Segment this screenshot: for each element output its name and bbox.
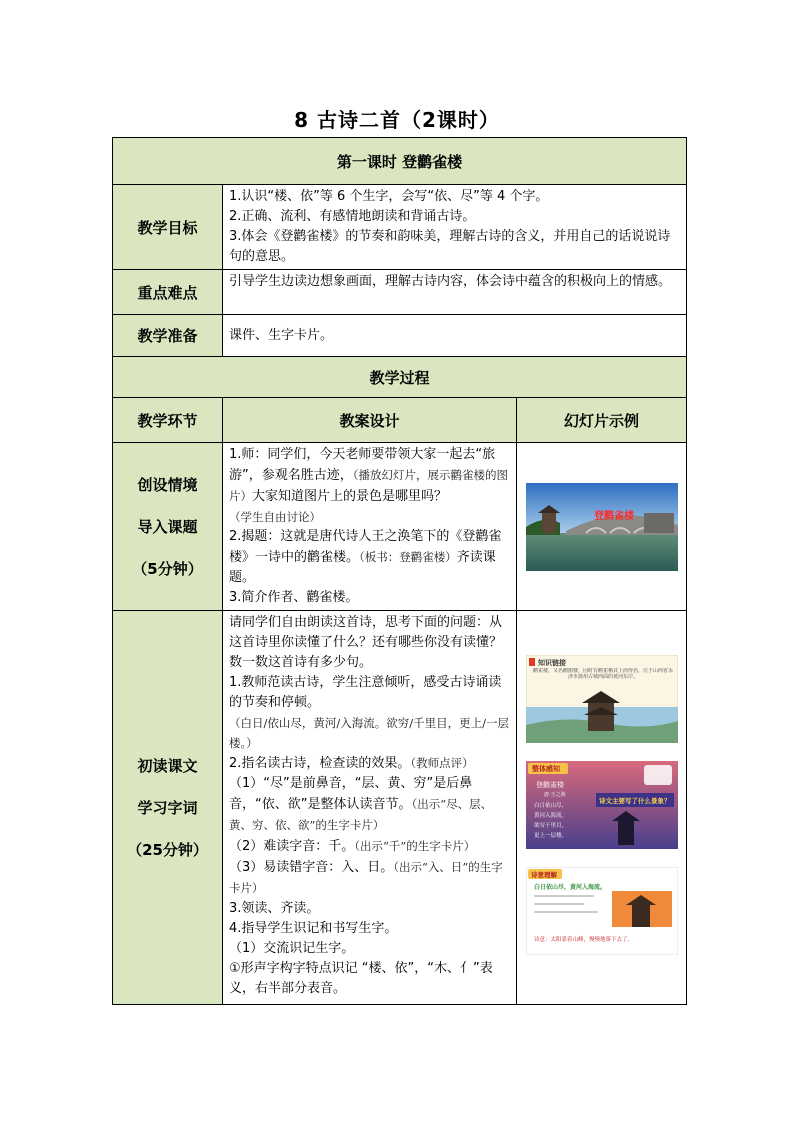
- slide2-question: 诗文主要写了什么景象？: [598, 797, 670, 805]
- slide3-line: 白日依山尽，黄河入海流。: [533, 884, 606, 891]
- overview-slide: [526, 761, 678, 849]
- stage1-step3: 3.简介作者、鹳雀楼。: [229, 590, 359, 605]
- slide2-line: 更上一层楼。: [533, 833, 567, 839]
- handwritten-note: （出示“尽、层、黄、穷、依、欲”的生字卡片）: [229, 797, 493, 832]
- stage2-step2: [229, 753, 512, 774]
- text: （3）易读错字音：入、日。: [229, 860, 394, 875]
- slide2-title: 整体感知: [531, 765, 560, 773]
- prep-label: 教学准备: [113, 315, 223, 357]
- handwritten-note: （教师点评）: [410, 756, 474, 770]
- stage2-name-line: 学习字词: [137, 798, 198, 817]
- slide2-poem-title: 登鹳雀楼: [535, 781, 564, 789]
- stage1-step2: [229, 527, 512, 588]
- slide2-line: 白日依山尽，: [533, 803, 567, 809]
- text: 齐读课题。: [229, 550, 496, 585]
- handwritten-note: （出示“入、日”的生字卡片）: [229, 860, 503, 895]
- stage1-content: [223, 443, 517, 611]
- text: 2.揭题：这就是唐代诗人王之涣笔下的《登鹳雀楼》一诗中的鹳雀楼。: [229, 529, 502, 565]
- stage1-name: [113, 443, 223, 611]
- text: 大家知道图片上的景色是哪里吗？: [252, 489, 448, 504]
- handwritten-note: （出示“千”的生字卡片）: [354, 839, 476, 853]
- stage2-step2-1: [229, 774, 512, 836]
- handwritten-note: （板书：登鹳雀楼）: [359, 550, 457, 564]
- prep-content: 课件、生字卡片。: [223, 315, 687, 357]
- process-header: 教学过程: [113, 357, 687, 398]
- slide1-text: 鹳雀楼，又名鹳鹊楼，因时有鹳雀栖其上而得名，位于山西省永济市蒲州古城西面的黄河东岸。: [532, 668, 673, 680]
- stage2-name-line: 初读课文: [137, 756, 198, 775]
- stage2-step2-3: [229, 857, 512, 899]
- key-points-label: 重点难点: [113, 270, 223, 315]
- stage2-step4-1: （1）交流识记生字。: [229, 941, 355, 956]
- stage1-slide-cell: [517, 443, 687, 611]
- slide2-line: 黄河入海流。: [533, 813, 567, 819]
- slide3-note: 诗意：太阳靠着山峰，慢慢地落下去了。: [533, 937, 633, 943]
- meaning-slide: [526, 867, 678, 955]
- stage1-name-line: 创设情境: [137, 475, 198, 494]
- text: 2.指名读古诗，检查读的效果。: [229, 756, 411, 771]
- slide2-author: 唐·王之涣: [543, 792, 566, 798]
- lesson-plan-table: [112, 137, 687, 1005]
- stage2-step4-2: ①形声字构字特点识记 “楼、依”，“木、亻”表义，右半部分表音。: [229, 961, 493, 996]
- key-points-content: 引导学生边读边想象画面，理解古诗内容，体会诗中蕴含的积极向上的情感。: [223, 270, 687, 315]
- goal-line: 2.正确、流利、有感情地朗读和背诵古诗。: [229, 209, 476, 224]
- column-slides: 幻灯片示例: [517, 398, 687, 443]
- tower-lake-slide: [526, 483, 678, 571]
- text: （1）“尽”是前鼻音，“层、黄、穷”是后鼻音，“依、欲”是整体认读音节。: [229, 776, 473, 812]
- column-design: 教案设计: [223, 398, 517, 443]
- stage2-slide-cell: [517, 611, 687, 1005]
- stage2-step2-2: [229, 836, 512, 857]
- goals-label: 教学目标: [113, 185, 223, 270]
- stage2-intro: 请同学们自由朗读这首诗，思考下面的问题：从这首诗里你读懂了什么？还有哪些你没有读懂？数一数这首诗有多少句。: [229, 615, 503, 670]
- stage2-step1: 1.教师范读古诗，学生注意倾听，感受古诗诵读的节奏和停顿。: [229, 675, 502, 710]
- stage2-name-line: （25分钟）: [127, 840, 208, 859]
- stage1-name-line: （5分钟）: [132, 559, 203, 578]
- knowledge-slide: [526, 655, 678, 743]
- slide2-line: 欲穷千里目，: [533, 823, 567, 829]
- goals-content: [223, 185, 687, 270]
- document-title: 8 古诗二首（2课时）: [294, 108, 500, 132]
- stage1-step1: [229, 445, 512, 507]
- handwritten-note: （学生自由讨论）: [229, 510, 321, 524]
- slide3-title: 诗意理解: [530, 871, 557, 879]
- handwritten-note: （播放幻灯片，展示鹳雀楼的图片）: [229, 468, 508, 503]
- stage1-name-line: 导入课题: [137, 517, 198, 536]
- handwritten-note: （白日/依山尽，黄河/入海流。欲穷/千里目，更上/一层楼。）: [229, 716, 509, 750]
- stage2-content: [223, 611, 517, 1005]
- slide1-title: 知识链接: [537, 659, 566, 667]
- text: （2）难读字音：千。: [229, 839, 355, 854]
- goal-line: 3.体会《登鹳雀楼》的节奏和韵味美，理解古诗的含义，并用自己的话说说诗句的意思。: [229, 229, 671, 264]
- stage2-step3: 3.领读、齐读。: [229, 901, 320, 916]
- stage2-name: [113, 611, 223, 1005]
- slide-caption: 登鹳雀楼: [593, 510, 634, 522]
- text: 1.师：同学们，今天老师要带领大家一起去“旅游”，参观名胜古迹，: [229, 447, 496, 483]
- stage2-step4: 4.指导学生识记和书写生字。: [229, 921, 398, 936]
- lesson-header: 第一课时 登鹳雀楼: [113, 138, 687, 185]
- goal-line: 1.认识“楼、依”等 6 个生字，会写“依、尽”等 4 个字。: [229, 189, 549, 204]
- column-stage: 教学环节: [113, 398, 223, 443]
